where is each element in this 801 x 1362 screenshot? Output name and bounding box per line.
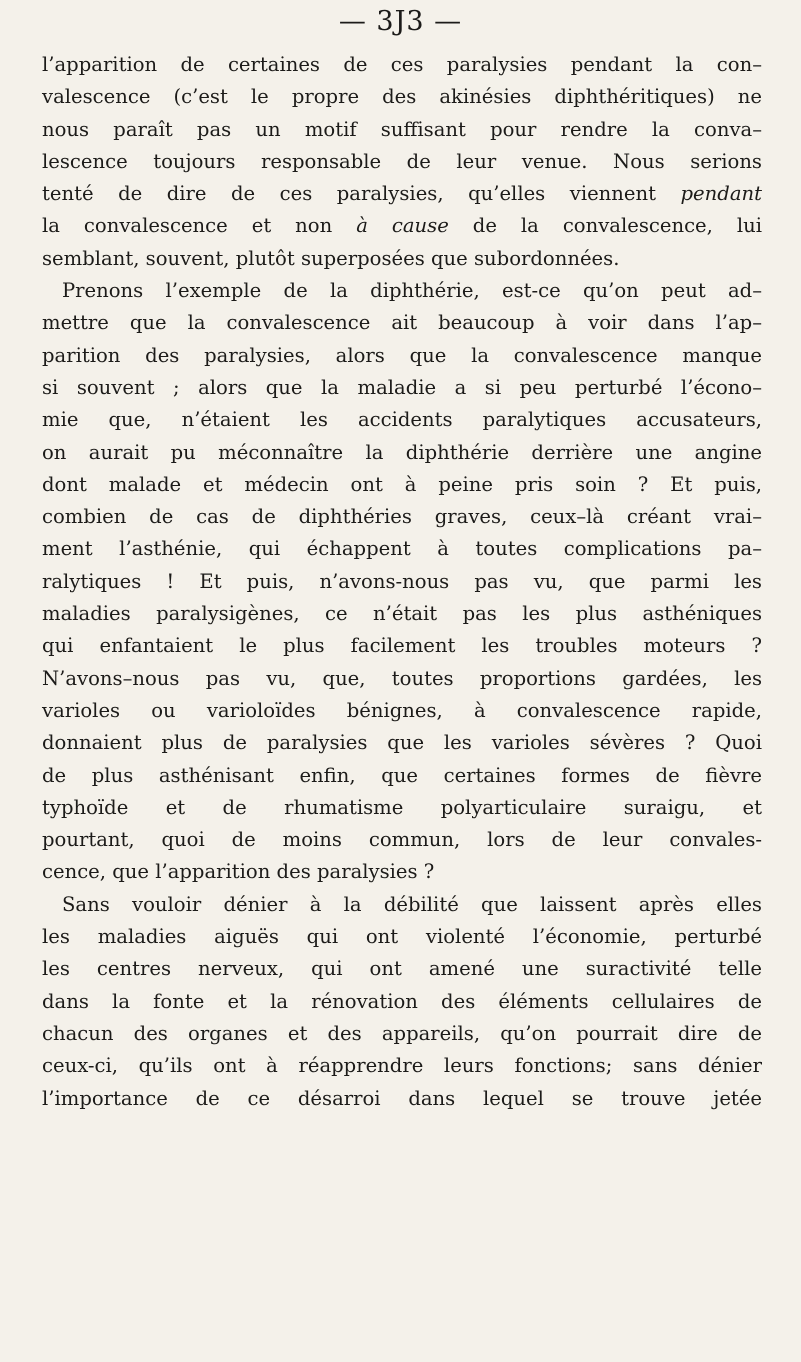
text-line: on aurait pu méconnaître la diphthérie derrière une angine [42, 440, 762, 464]
text-line: donnaient plus de paralysies que les varioles sévères ? Quoi [42, 731, 762, 755]
text-line: dans la fonte et la rénovation des éléments cellulaires de [42, 989, 762, 1013]
text-line: Prenons l’exemple de la diphthérie, est-ce qu’on peut ad– [62, 279, 762, 303]
body-text [42, 49, 762, 1115]
text-line: nous paraît pas un motif suffisant pour rendre la conva– [42, 117, 762, 141]
text-line: les centres nerveux, qui ont amené une suractivité telle [42, 957, 762, 981]
text-line: ceux-ci, qu’ils ont à réapprendre leurs fonctions; sans dénier [42, 1054, 762, 1078]
text-line [42, 178, 762, 210]
text-line: mettre que la convalescence ait beaucoup à voir dans l’ap– [42, 311, 762, 335]
text-line: N’avons–nous pas vu, que, toutes proportions gardées, les [42, 666, 762, 690]
emphasized-text: à cause [356, 214, 449, 238]
text-line: combien de cas de diphthéries graves, ceux–là créant vrai– [42, 505, 762, 529]
text-line: mie que, n’étaient les accidents paralytiques accusateurs, [42, 408, 762, 432]
text-line: ralytiques ! Et puis, n’avons-nous pas vu, que parmi les [42, 569, 762, 593]
text-line: dont malade et médecin ont à peine pris soin ? Et puis, [42, 472, 762, 496]
text-line: qui enfantaient le plus facilement les troubles moteurs ? [42, 634, 762, 658]
text-line: de plus asthénisant enfin, que certaines formes de fièvre [42, 763, 762, 787]
text-line [42, 210, 762, 242]
text-segment: de la convalescence, lui [448, 214, 762, 238]
text-line: lescence toujours responsable de leur venue. Nous serions [42, 149, 762, 173]
text-line: Sans vouloir dénier à la débilité que laissent après elles [62, 892, 762, 916]
text-line: typhoïde et de rhumatisme polyarticulaire suraigu, et [42, 795, 762, 819]
text-segment: la convalescence et non [42, 214, 357, 238]
text-line: valescence (c’est le propre des akinésies diphthéritiques) ne [42, 85, 762, 109]
text-line: maladies paralysigènes, ce n’était pas les plus asthéniques [42, 602, 762, 626]
text-line: ment l’asthénie, qui échappent à toutes complications pa– [42, 537, 762, 561]
text-line: chacun des organes et des appareils, qu’on pourrait dire de [42, 1021, 762, 1045]
emphasized-text: pendant [680, 182, 762, 206]
text-line: pourtant, quoi de moins commun, lors de leur convales- [42, 828, 762, 852]
text-line: l’apparition de certaines de ces paralysies pendant la con– [42, 53, 762, 76]
text-line: si souvent ; alors que la maladie a si peu perturbé l’écono– [42, 375, 762, 399]
text-line: parition des paralysies, alors que la convalescence manque [42, 343, 762, 367]
text-line: semblant, souvent, plutôt superposées que subordonnées. [42, 246, 620, 270]
text-line: cence, que l’apparition des paralysies ? [42, 860, 435, 884]
text-line: varioles ou varioloïdes bénignes, à convalescence rapide, [42, 698, 762, 722]
text-line: l’importance de ce désarroi dans lequel se trouve jetée [42, 1086, 762, 1110]
text-segment: tenté de dire de ces paralysies, qu’elles viennent [42, 182, 681, 206]
page-number: — 3J3 — [338, 6, 463, 37]
text-line: les maladies aiguës qui ont violenté l’économie, perturbé [42, 925, 762, 949]
